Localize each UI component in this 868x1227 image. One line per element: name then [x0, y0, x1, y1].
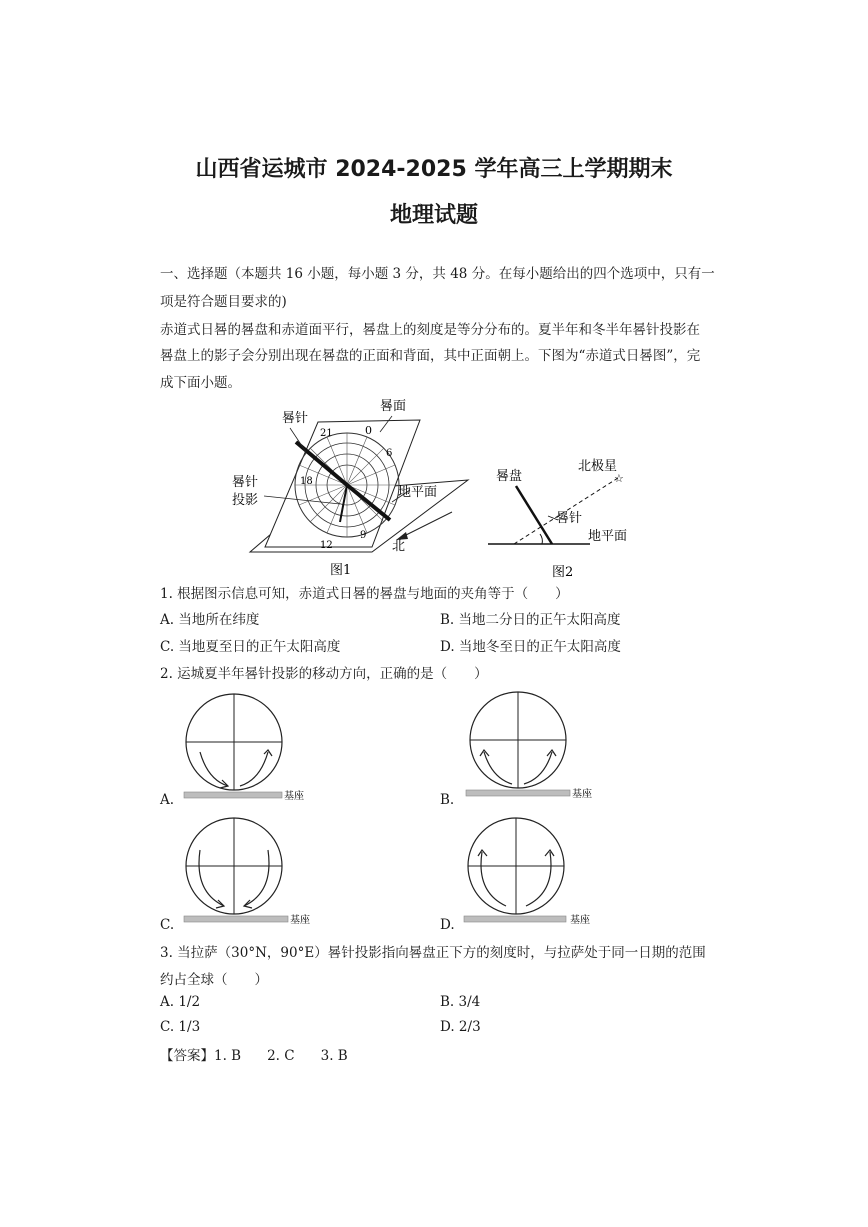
q1-option-c[interactable]: C. 当地夏至日的正午太阳高度 — [160, 639, 341, 655]
q2-option-d[interactable]: D. — [440, 917, 455, 933]
q3-stem-line2: 约占全球（ ） — [160, 972, 268, 988]
fig1-label-north: 北 — [392, 539, 406, 554]
q2-c-base-label: 基座 — [290, 915, 310, 926]
dial-number-6: 6 — [386, 448, 393, 459]
fig2-label-polaris: 北极星 — [578, 459, 618, 474]
page-title: 山西省运城市 2024-2025 学年高三上学期期末 — [195, 157, 673, 182]
fig2-label-disk: 晷盘 — [496, 469, 523, 484]
q2-option-d-diagram[interactable] — [458, 816, 602, 934]
section-instruction-line1: 一、选择题（本题共 16 小题，每小题 3 分，共 48 分。在每小题给出的四个选项中，只有一 — [160, 266, 715, 282]
q3-stem-line1: 3. 当拉萨（30°N，90°E）晷针投影指向晷盘正下方的刻度时，与拉萨处于同一日期的范围 — [160, 945, 706, 961]
section-instruction-line2: 项是符合题目要求的) — [160, 294, 287, 310]
q2-a-base-label: 基座 — [284, 791, 304, 802]
fig1-label-face: 晷面 — [380, 399, 407, 414]
q3-option-a[interactable]: A. 1/2 — [160, 994, 201, 1010]
passage-line1: 赤道式日晷的晷盘和赤道面平行，晷盘上的刻度是等分分布的。夏半年和冬半年晷针投影在 — [160, 322, 700, 338]
fig2-label-ground: 地平面 — [588, 529, 628, 544]
dial-number-21: 21 — [320, 428, 333, 439]
q2-option-c[interactable]: C. — [160, 917, 175, 933]
q2-option-b-diagram[interactable] — [460, 690, 600, 808]
q2-option-a[interactable]: A. — [160, 792, 175, 808]
answer-row — [160, 1044, 348, 1064]
answer-3: 3. B — [320, 1048, 348, 1064]
q2-option-b[interactable]: B. — [440, 792, 455, 808]
q3-option-c[interactable]: C. 1/3 — [160, 1019, 201, 1035]
fig1-label-pin: 晷针 — [282, 411, 309, 426]
answer-1: 1. B — [214, 1048, 242, 1064]
q2-option-c-diagram[interactable] — [176, 816, 322, 934]
fig2-star-icon: ☆ — [614, 472, 624, 485]
fig2-label-pin: 晷针 — [556, 511, 583, 526]
q2-stem: 2. 运城夏半年晷针投影的移动方向，正确的是（ ） — [160, 666, 488, 682]
fig2-dial-plate — [516, 486, 552, 544]
leader-pin — [290, 428, 306, 452]
q2-b-base-label: 基座 — [572, 789, 592, 800]
passage-line2: 晷盘上的影子会分别出现在晷盘的正面和背面，其中正面朝上。下图为“赤道式日晷图”，完 — [160, 348, 701, 364]
passage-line3: 成下面小题。 — [160, 375, 241, 391]
figure2-cross-section — [480, 450, 650, 582]
q2-option-a-diagram[interactable] — [178, 692, 318, 810]
answer-label: 【答案】 — [160, 1048, 214, 1064]
dial-number-0: 0 — [365, 424, 372, 437]
fig1-label-projection-2: 投影 — [232, 493, 259, 508]
dial-number-9: 9 — [360, 530, 367, 541]
q1-option-a[interactable]: A. 当地所在纬度 — [160, 612, 260, 628]
q3-option-b[interactable]: B. 3/4 — [440, 994, 481, 1010]
dial-number-12: 12 — [320, 540, 333, 551]
dial-number-18: 18 — [300, 476, 313, 487]
q1-stem: 1. 根据图示信息可知，赤道式日晷的晷盘与地面的夹角等于（ ） — [160, 586, 569, 602]
fig1-label-projection-1: 晷针 — [232, 475, 259, 490]
page-subtitle: 地理试题 — [389, 203, 478, 228]
q1-option-d[interactable]: D. 当地冬至日的正午太阳高度 — [440, 639, 621, 655]
q1-option-b[interactable]: B. 当地二分日的正午太阳高度 — [440, 612, 621, 628]
answer-2: 2. C — [267, 1048, 295, 1064]
figure1-sundial-diagram — [220, 392, 480, 582]
fig2-caption: 图2 — [552, 565, 574, 580]
fig1-caption: 图1 — [330, 563, 352, 578]
q2-d-base-label: 基座 — [570, 915, 590, 926]
q3-option-d[interactable]: D. 2/3 — [440, 1019, 481, 1035]
fig1-label-ground: 地平面 — [398, 485, 438, 500]
fig2-angle-arc — [540, 534, 542, 544]
